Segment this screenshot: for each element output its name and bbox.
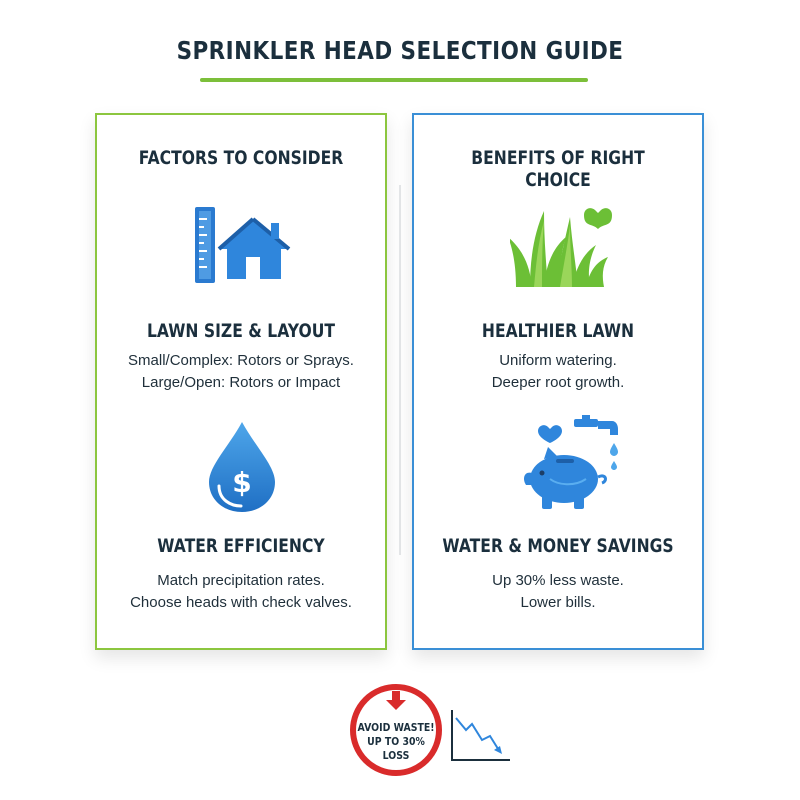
savings-line-1: Up 30% less waste.	[492, 572, 624, 589]
title-underline	[200, 78, 588, 82]
water-efficiency-title: WATER EFFICIENCY	[157, 535, 325, 557]
water-efficiency-line-2: Choose heads with check valves.	[130, 594, 352, 611]
water-efficiency-desc	[97, 570, 385, 614]
piggy-bank-faucet-icon	[514, 413, 624, 513]
water-drop-dollar-icon	[205, 420, 279, 515]
healthier-lawn-line-2: Deeper root growth.	[491, 374, 625, 391]
healthier-lawn-desc	[414, 350, 702, 394]
benefits-card	[412, 113, 704, 650]
svg-text:$: $	[232, 466, 252, 499]
badge-line-2: UP TO 30%	[367, 735, 425, 748]
savings-line-2: Lower bills.	[520, 594, 596, 611]
factors-card	[95, 113, 387, 650]
center-divider	[399, 185, 401, 555]
ruler-house-icon	[193, 205, 293, 285]
lawn-size-line-2: Large/Open: Rotors or Impact	[141, 374, 341, 391]
savings-title: WATER & MONEY SAVINGS	[442, 535, 674, 557]
page-title: SPRINKLER HEAD SELECTION GUIDE	[176, 36, 624, 65]
benefits-heading: BENEFITS OF RIGHT CHOICE	[471, 147, 645, 191]
avoid-waste-text	[349, 721, 443, 763]
lawn-size-desc	[97, 350, 385, 394]
badge-line-1: AVOID WASTE!	[357, 721, 435, 734]
healthier-lawn-title: HEALTHIER LAWN	[481, 320, 635, 342]
grass-heart-icon	[510, 203, 618, 289]
healthier-lawn-line-1: Uniform watering.	[499, 352, 617, 369]
downward-trend-chart-icon	[448, 708, 512, 764]
lawn-size-line-1: Small/Complex: Rotors or Sprays.	[128, 352, 354, 369]
water-efficiency-line-1: Match precipitation rates.	[157, 572, 325, 589]
factors-heading: FACTORS TO CONSIDER	[138, 147, 344, 169]
lawn-size-title: LAWN SIZE & LAYOUT	[146, 320, 336, 342]
savings-desc	[414, 570, 702, 614]
badge-line-3: LOSS	[382, 749, 410, 762]
